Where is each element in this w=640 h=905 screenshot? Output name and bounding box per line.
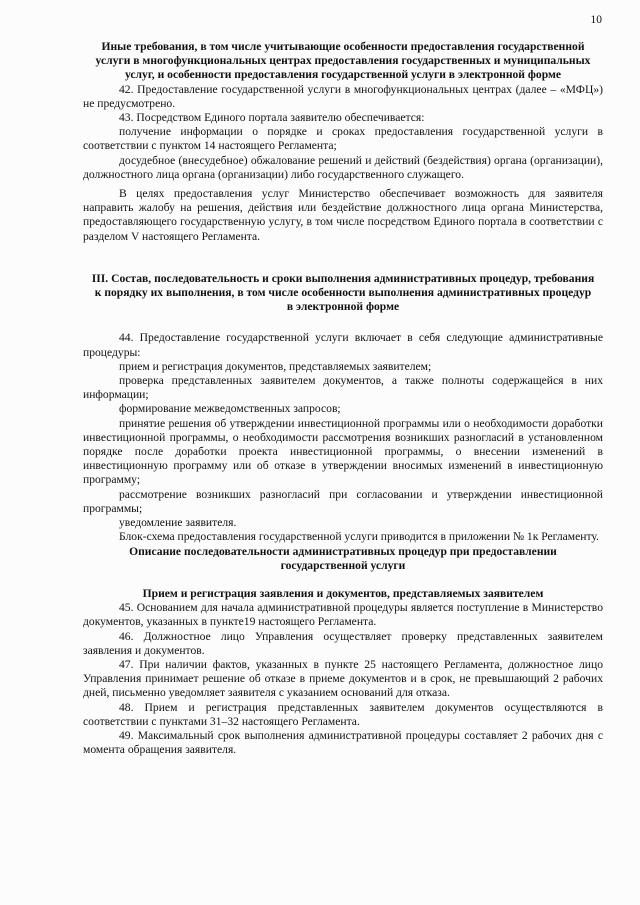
paragraph-45: 45. Основанием для начала административной процедуры является поступление в Министерство документов, указанных в пункте19 настоящего Регламента. <box>83 601 603 629</box>
paragraph-49: 49. Максимальный срок выполнения административной процедуры составляет 2 рабочих дня с момента обращения заявителя. <box>83 728 603 757</box>
section-three-heading: III. Состав, последовательность и сроки выполнения административных процедур, требования к порядку их выполнения, в том числе особенности выполнения административных процедур в электронной форме <box>91 271 595 314</box>
paragraph-48: 48. Прием и регистрация представленных заявителем документов осуществляются в соответствии с пунктами 31–32 настоящего Регламента. <box>83 700 603 728</box>
portal-item-information: получение информации о порядке и сроках предоставления государственной услуги в соответствии с пунктом 14 настоящего Регламента; <box>83 125 603 153</box>
paragraph-47: 47. При наличии фактов, указанных в пункте 25 настоящего Регламента, должностное лицо Управления принимает решение об отказе в приеме документов и в срок, не превышающий 2 рабочих дней, письменно уведомляет заявителя с указанием оснований для отказа. <box>83 657 603 700</box>
paragraph-42: 42. Предоставление государственной услуги в многофункциональных центрах (далее – «МФЦ») не предусмотрено. <box>83 82 603 110</box>
page-number: 10 <box>590 14 602 26</box>
procedure-item-requests: формирование межведомственных запросов; <box>119 402 341 416</box>
procedure-item-check: проверка представленных заявителем документов, а также полноты содержащейся в них информации; <box>83 374 603 402</box>
procedure-item-disagreements: рассмотрение возникших разногласий при согласовании и утверждении инвестиционной программы; <box>83 487 603 515</box>
description-heading: Описание последовательности административных процедур при предоставлении государственной услуги <box>129 544 557 572</box>
reception-heading: Прием и регистрация заявления и документов, представляемых заявителем <box>142 586 544 600</box>
procedure-item-reception: прием и регистрация документов, представляемых заявителем; <box>119 359 432 373</box>
paragraph-44: 44. Предоставление государственной услуги включает в себя следующие административные процедуры: <box>83 331 603 359</box>
page-content <box>83 40 603 757</box>
paragraph-43: 43. Посредством Единого портала заявителю обеспечивается: <box>119 111 425 125</box>
paragraph-46: 46. Должностное лицо Управления осуществляет проверку представленных заявителем заявления и документов. <box>83 629 603 657</box>
paragraph-flowchart: Блок-схема предоставления государственной услуги приводится в приложении № 1к Регламенту. <box>119 530 599 544</box>
paragraph-complaint: В целях предоставления услуг Министерство обеспечивает возможность для заявителя направить жалобу на решения, действия или бездействие должностного лица органа Министерства, предоставляющего государственную услугу, в том числе посредством Единого портала в соответствии с разделом V настоящего Регламента. <box>83 187 603 243</box>
section-other-requirements-heading: Иные требования, в том числе учитывающие особенности предоставления государственной услуги в многофункциональных центрах предоставления государственных и муниципальных услуг, и особенности предоставления государственной услуги в электронной форме <box>95 40 591 82</box>
procedure-item-decision: принятие решения об утверждении инвестиционной программы или о необходимости доработки инвестиционной программы, о необходимости рассмотрения возникших разногласий в установленном порядке после доработки проекта инвестиционной программы, о внесении изменений в инвестиционную программу или об отказе в утверждении вносимых изменений в инвестиционную программу; <box>83 416 603 487</box>
procedure-item-notification: уведомление заявителя. <box>119 516 237 530</box>
portal-item-appeal: досудебное (внесудебное) обжалование решений и действий (бездействия) органа (организации), должностного лица органа (организации) либо государственного служащего. <box>83 153 603 181</box>
